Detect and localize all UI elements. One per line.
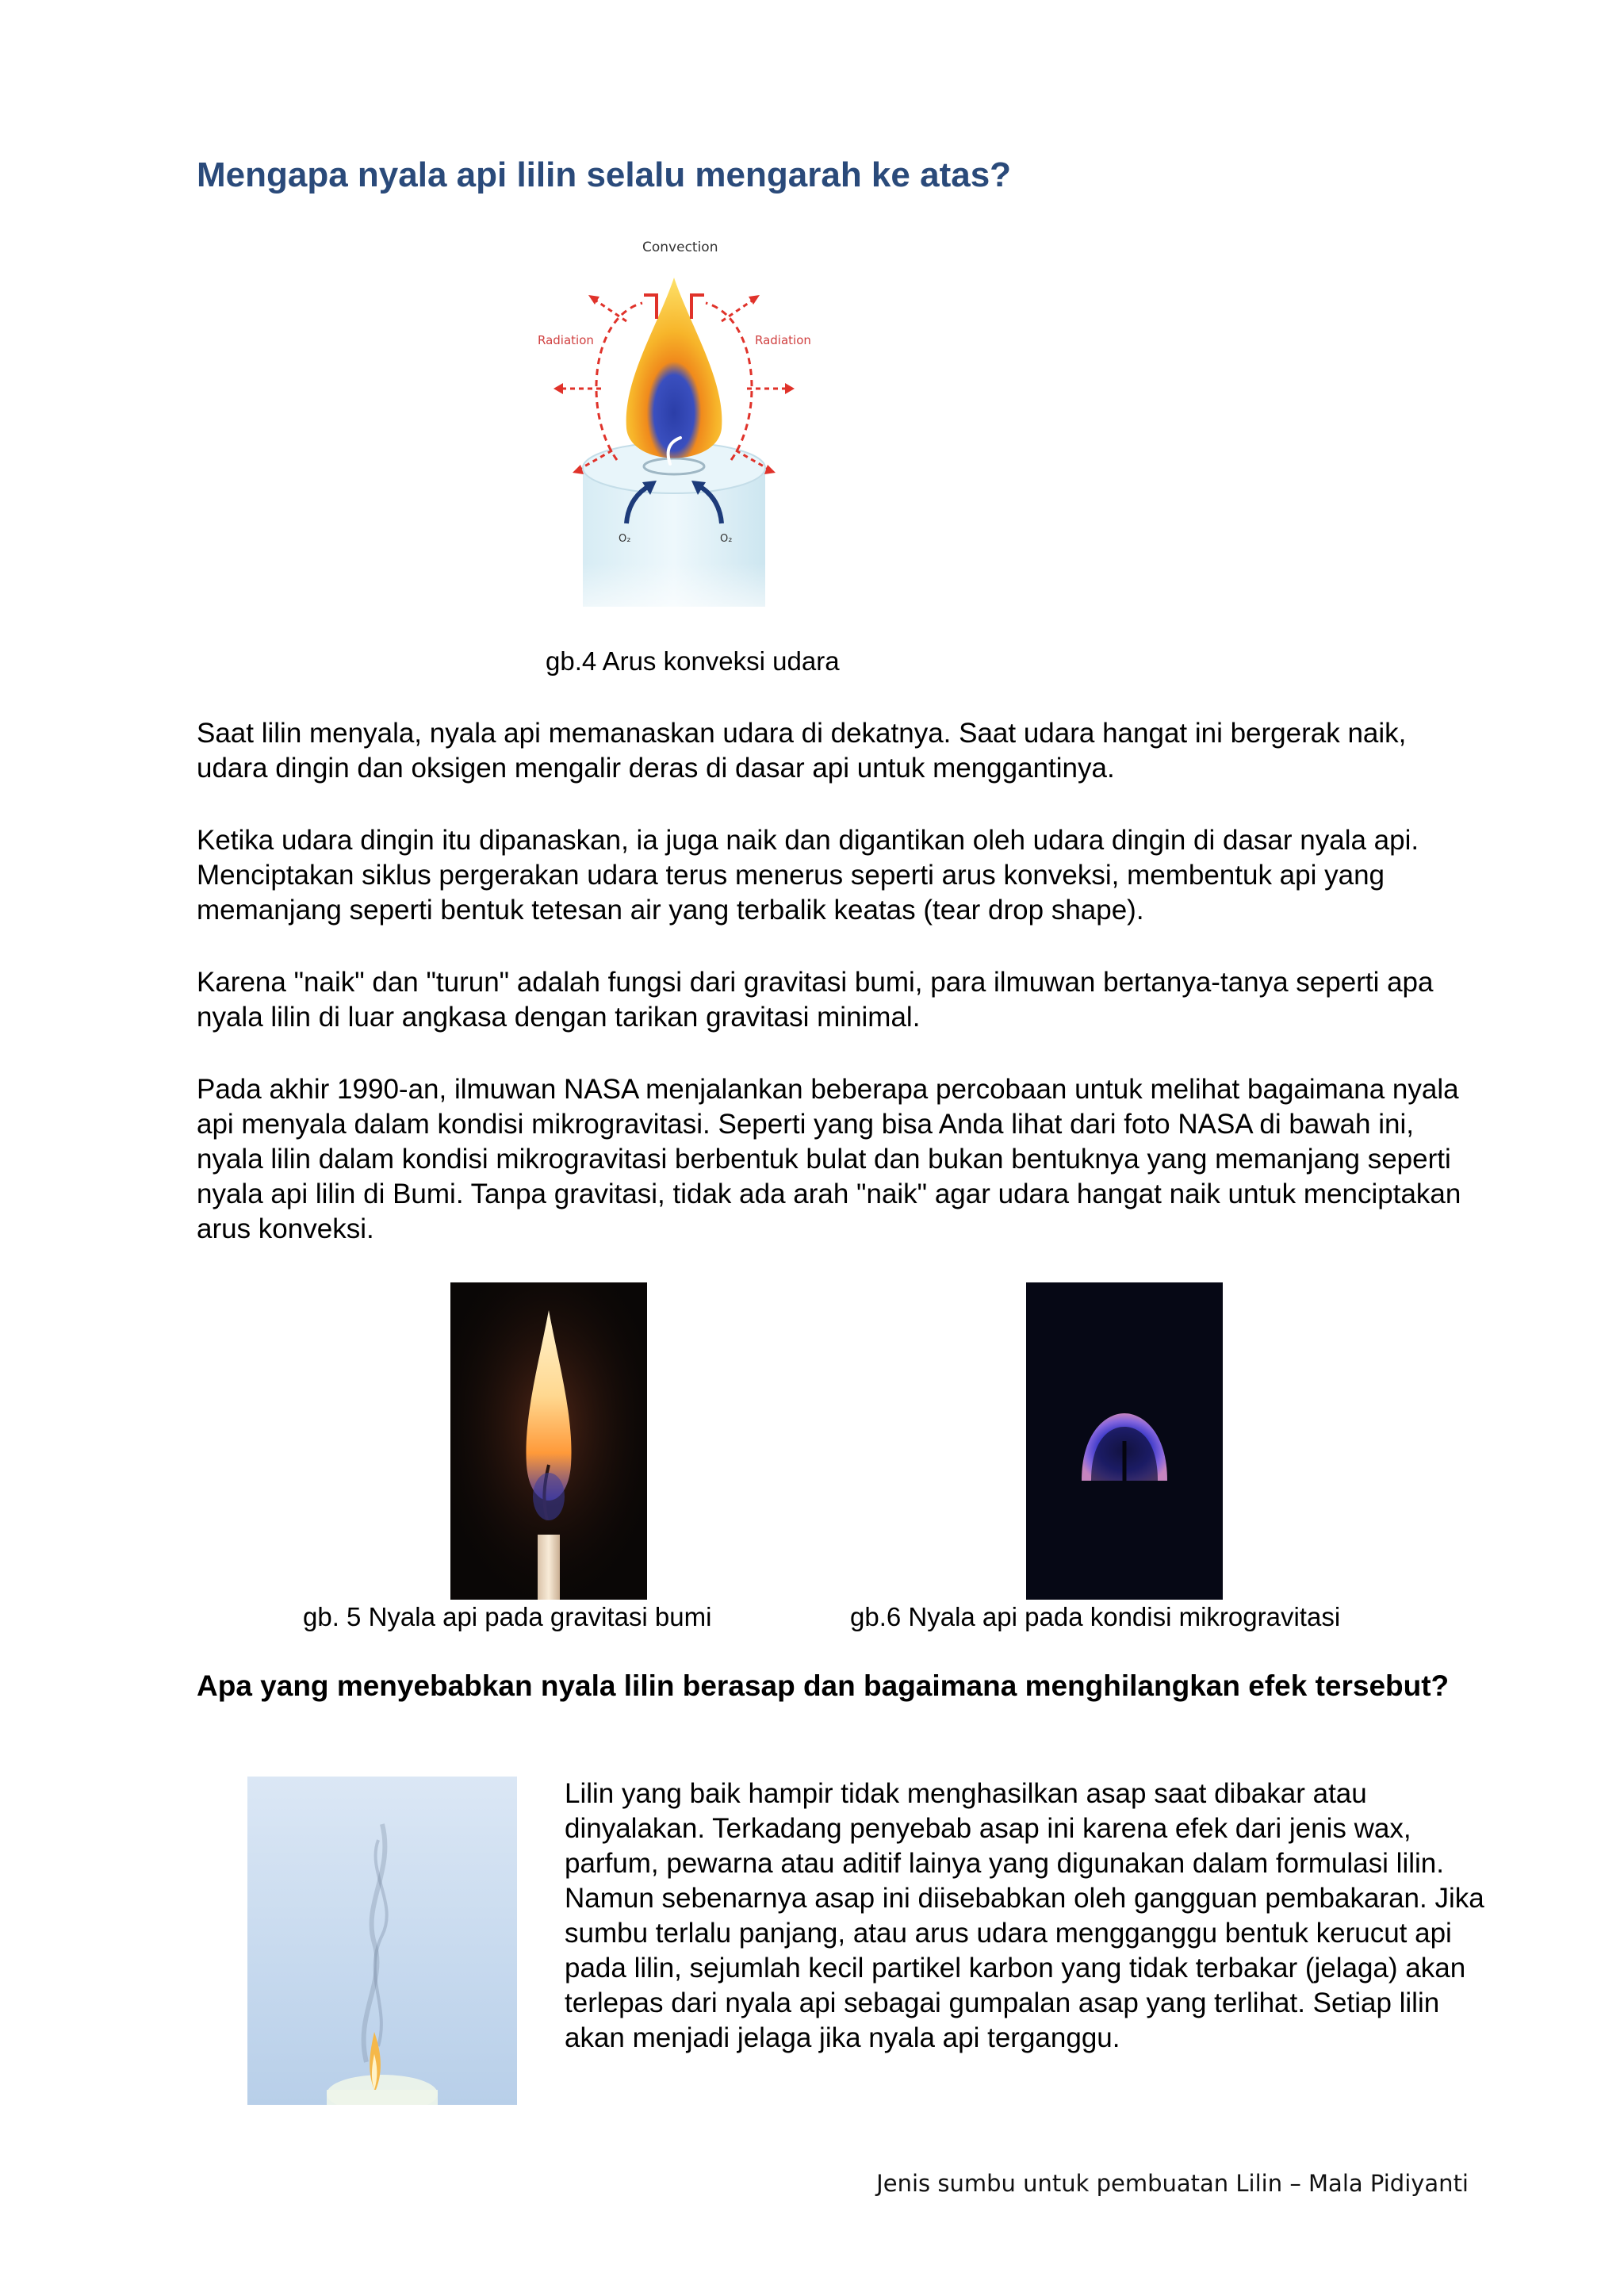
figure-5-caption: gb. 5 Nyala api pada gravitasi bumi	[303, 1602, 712, 1631]
figure-6-photo	[1026, 1282, 1223, 1600]
page-title: Mengapa nyala api lilin selalu mengarah ke atas?	[197, 155, 1012, 194]
radiation-label-right: Radiation	[755, 333, 811, 347]
figure-6-caption: gb.6 Nyala api pada kondisi mikrogravitasi	[850, 1602, 1341, 1631]
o2-label-right: O₂	[720, 533, 733, 545]
smoking-candle-photo	[247, 1777, 517, 2105]
paragraph-4: Pada akhir 1990-an, ilmuwan NASA menjalankan beberapa percobaan untuk melihat bagaimana nyala api menyala dalam kondisi mikrogravitasi. Seperti yang bisa Anda lihat dari foto NASA di bawah ini, nyala lilin dalam kondisi mikrogravitasi berbentuk bulat dan bukan bentuknya yang memanjang seperti nyala api lilin di Bumi. Tanpa gravitasi, tidak ada arah "naik" agar udara hangat naik untuk menciptakan arus konveksi.	[197, 1074, 1461, 1244]
smoke-candle-svg	[247, 1777, 517, 2105]
section-subheading: Apa yang menyebabkan nyala lilin berasap dan bagaimana menghilangkan efek tersebut?	[197, 1669, 1450, 1702]
microgravity-flame-svg	[1026, 1282, 1223, 1600]
paragraph-3: Karena "naik" dan "turun" adalah fungsi dari gravitasi bumi, para ilmuwan bertanya-tanya seperti apa nyala lilin di luar angkasa dengan tarikan gravitasi minimal.	[197, 967, 1434, 1033]
smoke-explanation: Lilin yang baik hampir tidak menghasilkan asap saat dibakar atau dinyalakan. Terkadang penyebab asap ini karena efek dari jenis wax, parfum, pewarna atau aditif lainya yang digunakan dalam formulasi lilin. Namun sebenarnya asap ini diisebabkan oleh gangguan pembakaran. Jika sumbu terlalu panjang, atau arus udara mengganggu bentuk kerucut api pada lilin, sejumlah kecil partikel karbon yang tidak terbakar (jelaga) akan terlepas dari nyala api sebagai gumpalan asap yang terlihat. Setiap lilin akan menjadi jelaga jika nyala api terganggu.	[565, 1778, 1484, 2053]
convection-diagram	[539, 230, 825, 611]
figure-4-caption: gb.4 Arus konveksi udara	[546, 646, 840, 676]
paragraph-1: Saat lilin menyala, nyala api memanaskan udara di dekatnya. Saat udara hangat ini bergerak naik, udara dingin dan oksigen mengalir deras di dasar api untuk menggantinya.	[197, 718, 1407, 784]
page-footer: Jenis sumbu untuk pembuatan Lilin – Mala Pidiyanti	[876, 2170, 1469, 2197]
earth-flame-svg	[450, 1282, 647, 1600]
paragraph-2: Ketika udara dingin itu dipanaskan, ia juga naik dan digantikan oleh udara dingin di dasar nyala api. Menciptakan siklus pergerakan udara terus menerus seperti arus konveksi, membentuk api yang memanjang seperti bentuk tetesan air yang terbalik keatas (tear drop shape).	[197, 825, 1419, 926]
o2-label-left: O₂	[619, 533, 631, 545]
convection-diagram-svg	[539, 230, 825, 611]
flame-shape	[626, 278, 722, 458]
convection-label: Convection	[642, 240, 718, 255]
radiation-label-left: Radiation	[538, 333, 594, 347]
figure-5-photo	[450, 1282, 647, 1600]
